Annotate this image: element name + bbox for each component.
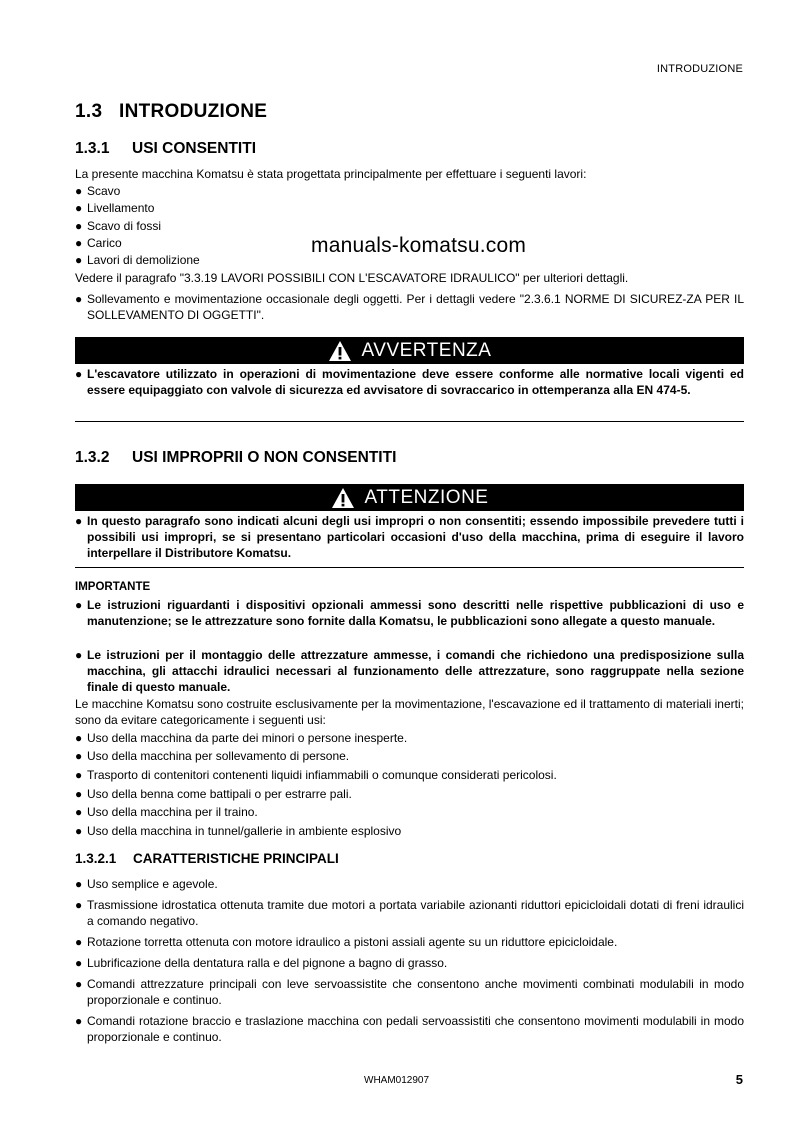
bullet-icon: ●	[75, 292, 83, 306]
list-item: ● Scavo di fossi	[75, 219, 162, 233]
list-item: ● Rotazione torretta ottenuta con motore idraulico a pistoni assiali agente su un riduttore epicicloidale.	[75, 935, 618, 949]
list-item: ● Uso semplice e agevole.	[75, 877, 218, 891]
warning-triangle-icon	[328, 340, 352, 362]
important-label: IMPORTANTE	[75, 581, 151, 593]
bullet-icon: ●	[75, 253, 83, 267]
warning-end-rule	[75, 421, 744, 422]
page-number: 5	[735, 1072, 743, 1087]
bullet-icon: ●	[75, 805, 83, 819]
intro-paragraph: La presente macchina Komatsu è stata progettata principalmente per effettuare i seguenti lavori:	[75, 167, 587, 181]
bullet-icon: ●	[75, 367, 83, 381]
subsection-number: 1.3.2	[75, 449, 110, 466]
warning-text: ● L'escavatore utilizzato in operazioni di movimentazione deve essere conforme alle normative locali vigenti ed essere equipaggiato con valvole di sicurezza ed avvisatore di sovraccarico in ottemperanza alla EN 474-5.	[75, 367, 744, 397]
bullet-icon: ●	[75, 236, 83, 250]
list-item: ● Trasmissione idrostatica ottenuta tramite due motori a portata variabile azionanti riduttori epicicloidali dotati di freni idraulici a comando negativo.	[75, 898, 744, 928]
list-item: ● Uso della macchina in tunnel/gallerie in ambiente esplosivo	[75, 824, 402, 838]
bullet-icon: ●	[75, 184, 83, 198]
list-item: ● Uso della macchina per sollevamento di persone.	[75, 749, 350, 763]
list-item: ● Comandi rotazione braccio e traslazione macchina con pedali servoassistiti che consentono movimenti modulabili in modo proporzionale e continuo.	[75, 1014, 744, 1044]
bullet-icon: ●	[75, 731, 83, 745]
list-item: ● Uso della macchina per il traino.	[75, 805, 258, 819]
section-title: INTRODUZIONE	[119, 101, 268, 122]
usage-paragraph: Le macchine Komatsu sono costruite esclusivamente per la movimentazione, l'escavazione ed il trattamento di materiali inerti; sono da evitare categoricamente i seguenti usi:	[75, 697, 744, 727]
subsection-title: USI IMPROPRII O NON CONSENTITI	[132, 449, 397, 466]
list-item: ● Livellamento	[75, 201, 155, 215]
subsubsection-number: 1.3.2.1	[75, 851, 117, 866]
list-item: ● Scavo	[75, 184, 121, 198]
document-code: WHAM012907	[364, 1075, 430, 1086]
bullet-icon: ●	[75, 598, 83, 612]
section-heading	[75, 101, 267, 123]
warning-label: AVVERTENZA	[361, 339, 492, 361]
important-item: ● Le istruzioni riguardanti i dispositivi opzionali ammessi sono descritti nelle rispettive pubblicazioni di uso e manutenzione; se le attrezzature sono fornite dalla Komatsu, le pubblicazioni sono allegate a questo manuale.	[75, 598, 744, 628]
bullet-icon: ●	[75, 956, 83, 970]
subsection-heading-usi-impropri	[75, 449, 396, 467]
warning-banner	[75, 337, 744, 364]
bullet-icon: ●	[75, 768, 83, 782]
caution-text: ● In questo paragrafo sono indicati alcuni degli usi impropri o non consentiti; essendo impossibile prevedere tutti i possibili usi impropri, se si presentano particolari occasioni d'uso della macchina, prima di eseguire il lavoro interpellare il Distributore Komatsu.	[75, 514, 744, 560]
caution-end-rule	[75, 567, 744, 568]
running-header: INTRODUZIONE	[656, 63, 743, 75]
bullet-icon: ●	[75, 201, 83, 215]
bullet-icon: ●	[75, 935, 83, 949]
subsection-heading-usi-consentiti	[75, 140, 256, 158]
bullet-icon: ●	[75, 898, 83, 912]
subsection-number: 1.3.1	[75, 140, 110, 157]
subsubsection-title: CARATTERISTICHE PRINCIPALI	[133, 851, 339, 866]
bullet-icon: ●	[75, 648, 83, 662]
bullet-icon: ●	[75, 824, 83, 838]
bullet-icon: ●	[75, 787, 83, 801]
list-item: ● Lubrificazione della dentatura ralla e del pignone a bagno di grasso.	[75, 956, 448, 970]
list-item: ● Lavori di demolizione	[75, 253, 200, 267]
list-item: ● Trasporto di contenitori contenenti liquidi infiammabili o comunque considerati pericolosi.	[75, 768, 557, 782]
caution-banner	[75, 484, 744, 511]
warning-triangle-icon	[331, 487, 355, 509]
bullet-icon: ●	[75, 977, 83, 991]
bullet-icon: ●	[75, 1014, 83, 1028]
subsection-title: USI CONSENTITI	[132, 140, 257, 157]
important-item: ● Le istruzioni per il montaggio delle attrezzature ammesse, i comandi che richiedono una predisposizione sulla macchina, gli attacchi idraulici necessari al funzionamento delle attrezzature, sono raggruppate nella sezione finale di questo manuale.	[75, 648, 744, 694]
list-item: ● Comandi attrezzature principali con leve servoassistite che consentono anche movimenti combinati modulabili in modo proporzionale e continuo.	[75, 977, 744, 1007]
watermark-text: manuals-komatsu.com	[311, 234, 527, 257]
list-item: ● Uso della benna come battipali o per estrarre pali.	[75, 787, 352, 801]
subsubsection-heading	[75, 851, 339, 866]
bullet-icon: ●	[75, 514, 83, 528]
list-item: ● Uso della macchina da parte dei minori o persone inesperte.	[75, 731, 408, 745]
see-also-paragraph: Vedere il paragrafo "3.3.19 LAVORI POSSIBILI CON L'ESCAVATORE IDRAULICO" per ulteriori dettagli.	[75, 271, 629, 285]
caution-label: ATTENZIONE	[364, 486, 489, 508]
bullet-icon: ●	[75, 219, 83, 233]
list-item: ● Carico	[75, 236, 122, 250]
bullet-icon: ●	[75, 877, 83, 891]
bullet-icon: ●	[75, 749, 83, 763]
list-item-lifting: ● Sollevamento e movimentazione occasionale degli oggetti. Per i dettagli vedere "2.3.6.1 NORME DI SICUREZ-ZA PER IL SOLLEVAMENTO DI OGGETTI".	[75, 292, 744, 322]
section-number: 1.3	[75, 101, 103, 122]
